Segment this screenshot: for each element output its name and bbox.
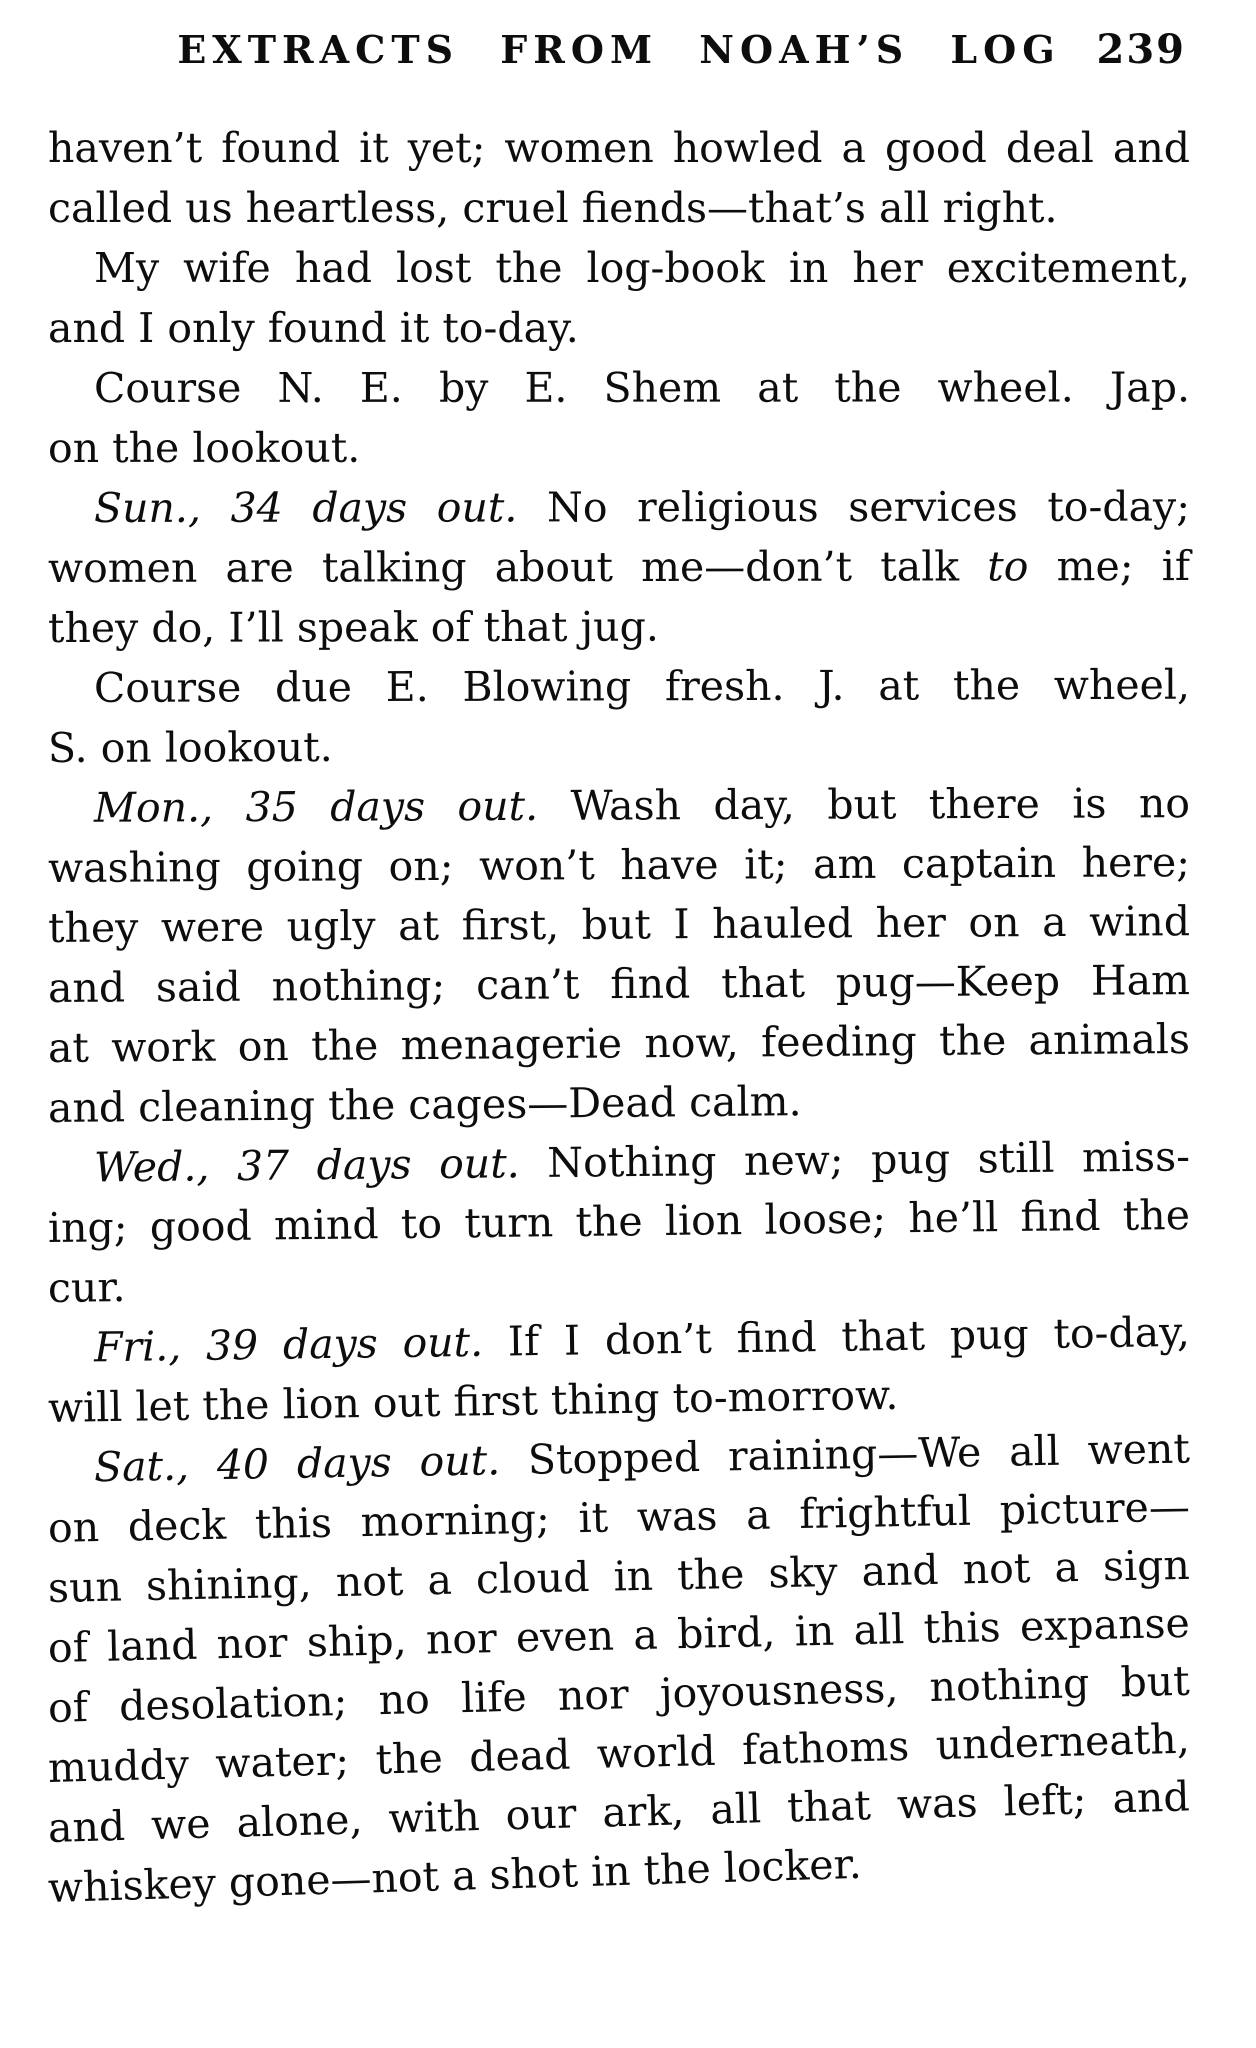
- text-line: [48, 714, 1190, 778]
- text-segment: women are talking about me—don’t talk: [47, 542, 988, 592]
- text-line: [48, 417, 1190, 478]
- text-line: [48, 238, 1190, 298]
- text-segment: muddy water; the dead world fathoms underneath,: [47, 1714, 1191, 1792]
- italic-text-segment: Sun., 34 days out.: [93, 483, 518, 532]
- text-segment: of land nor ship, nor even a bird, in all this expanse: [47, 1598, 1191, 1672]
- text-segment: My wife had lost the log-book in her excitement,: [93, 243, 1191, 292]
- paragraph: [48, 778, 1190, 1138]
- text-segment: will let the lion out first thing to-morrow.: [47, 1370, 899, 1432]
- text-line: [48, 773, 1190, 838]
- running-head-title: EXTRACTS FROM NOAH’S LOG: [177, 27, 1061, 72]
- text-line: [48, 595, 1190, 658]
- page-header: [48, 24, 1190, 76]
- text-line: [48, 536, 1190, 598]
- text-segment: Course due E. Blowing fresh. J. at the wheel,: [93, 660, 1191, 712]
- paragraph: [47, 1132, 1191, 1318]
- text-line: [48, 1009, 1190, 1078]
- paragraph: [47, 1424, 1191, 1918]
- text-segment: If I don’t find that pug to-day,: [482, 1307, 1191, 1366]
- text-segment: washing going on; won’t have it; am captain here;: [47, 838, 1191, 892]
- text-segment: Wash day, but there is no: [538, 779, 1191, 830]
- text-line: [48, 357, 1190, 418]
- text-segment: and said nothing; can’t find that pug—Keep Ham: [47, 956, 1191, 1012]
- text-segment: S. on lookout.: [47, 722, 333, 772]
- text-segment: at work on the menagerie now, feeding the animals: [47, 1014, 1191, 1072]
- text-segment: they do, I’ll speak of that jug.: [47, 602, 659, 652]
- text-segment: and I only found it to-day.: [47, 303, 579, 352]
- text-segment: Nothing new; pug still miss-: [519, 1132, 1191, 1188]
- paragraph: [48, 358, 1190, 478]
- paragraph: [48, 238, 1190, 358]
- text-segment: ing; good mind to turn the lion loose; he’ll find the: [47, 1190, 1191, 1252]
- italic-text-segment: to: [987, 542, 1029, 591]
- italic-text-segment: Wed., 37 days out.: [93, 1139, 520, 1192]
- paragraph: [48, 478, 1190, 658]
- text-segment: Course N. E. by E. Shem at the wheel. Jap.: [93, 363, 1191, 412]
- text-segment: they were ugly at first, but I hauled her on a wind: [47, 897, 1191, 952]
- text-line: [48, 832, 1190, 898]
- text-segment: Stopped raining—We all went: [499, 1424, 1191, 1485]
- text-segment: and we alone, with our ark, all that was left; and: [47, 1772, 1191, 1852]
- text-segment: of desolation; no life nor joyousness, nothing but: [47, 1656, 1191, 1732]
- text-line: [48, 655, 1190, 718]
- page-number: 239: [1096, 26, 1186, 73]
- text-segment: sun shining, not a cloud in the sky and not a sign: [47, 1540, 1191, 1612]
- text-segment: No religious services to-day;: [517, 482, 1191, 532]
- text-segment: on deck this morning; it was a frightful picture—: [47, 1482, 1191, 1552]
- text-segment: on the lookout.: [47, 423, 361, 472]
- paragraph: [48, 658, 1190, 778]
- italic-text-segment: Mon., 35 days out.: [93, 781, 539, 832]
- text-segment: cur.: [47, 1263, 126, 1312]
- italic-text-segment: Fri., 39 days out.: [93, 1317, 484, 1372]
- text-line: [48, 178, 1190, 238]
- text-segment: and cleaning the cages—Dead calm.: [47, 1077, 802, 1132]
- paragraph: [48, 118, 1190, 238]
- text-line: [48, 950, 1190, 1018]
- italic-text-segment: Sat., 40 days out.: [93, 1436, 501, 1492]
- text-line: [48, 891, 1190, 958]
- page-body: [48, 118, 1190, 1918]
- text-segment: haven’t found it yet; women howled a good deal and: [48, 124, 1190, 172]
- text-line: [48, 118, 1190, 178]
- paragraph: [47, 1307, 1191, 1438]
- text-line: [48, 298, 1190, 358]
- text-segment: me; if: [1028, 542, 1191, 591]
- text-line: [48, 477, 1190, 538]
- text-segment: called us heartless, cruel fiends—that’s all right.: [47, 183, 1058, 232]
- text-segment: whiskey gone—not a shot in the locker.: [47, 1839, 863, 1912]
